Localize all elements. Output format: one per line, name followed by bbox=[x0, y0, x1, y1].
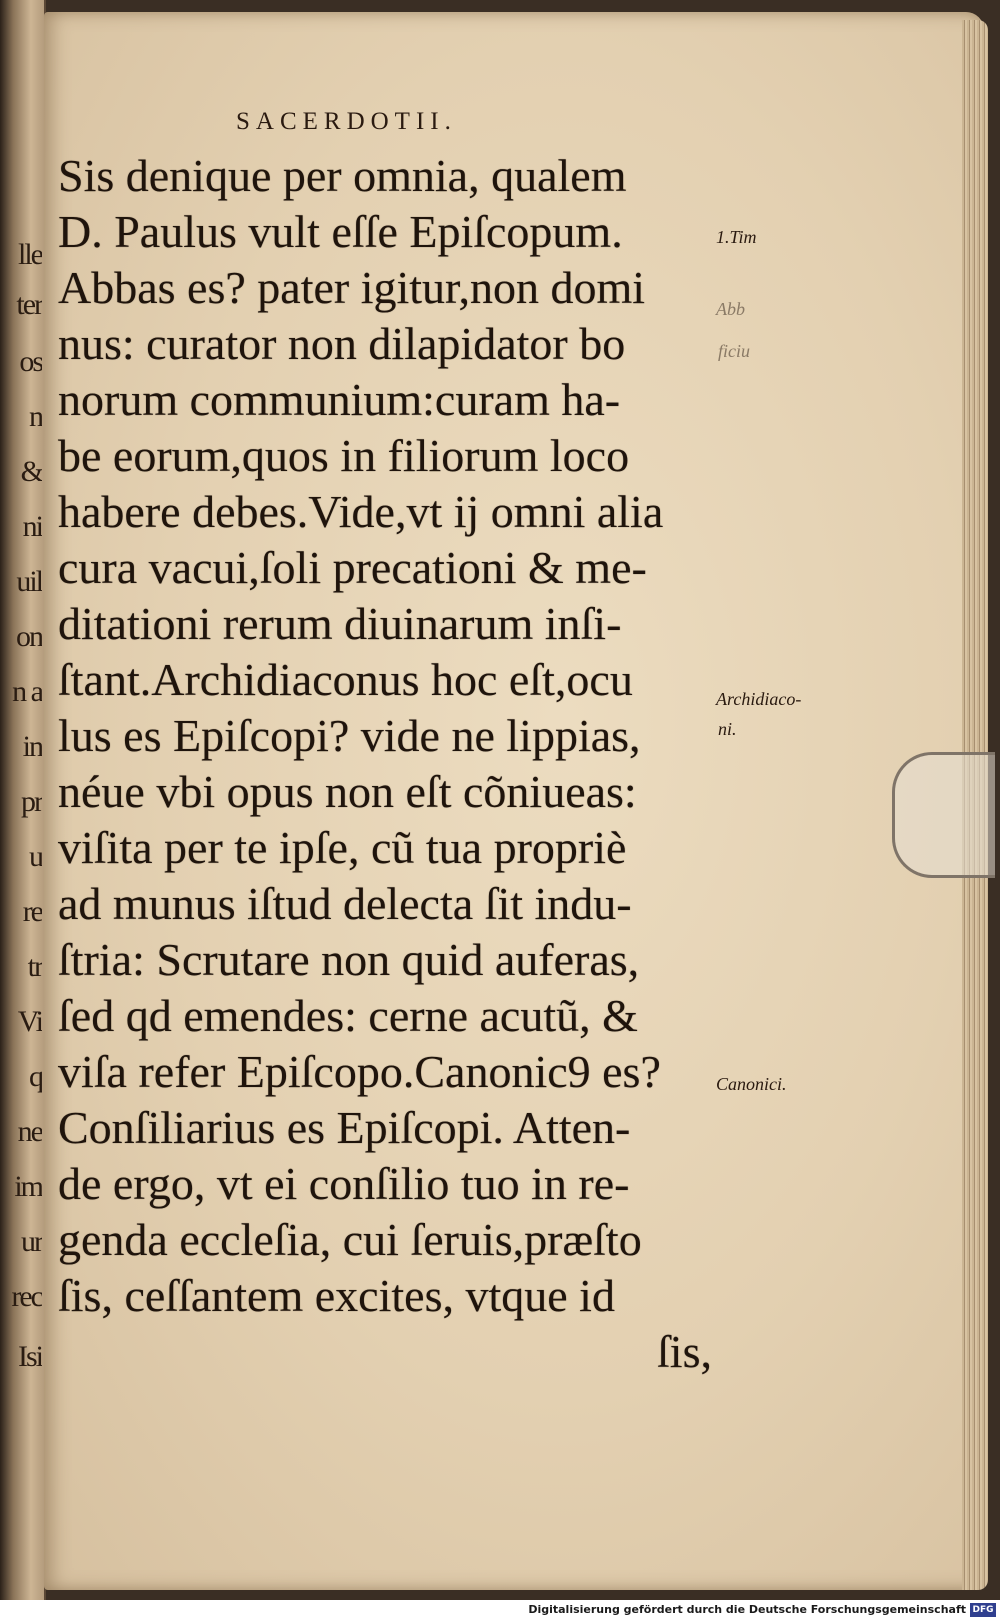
left-page-fragment: u bbox=[29, 840, 42, 873]
text-line: norum communium:curam ha- bbox=[58, 374, 621, 425]
digitization-footer bbox=[0, 1600, 1000, 1621]
running-header: SACERDOTII. bbox=[236, 108, 457, 135]
text-line: ſtria: Scrutare non quid auferas, bbox=[58, 934, 640, 985]
text-line: be eorum,quos in filiorum loco bbox=[58, 430, 630, 481]
text-line: Abbas es? pater igitur,non domi bbox=[58, 262, 646, 313]
left-page-fragment: ter bbox=[16, 288, 42, 321]
text-line: ſtant.Archidiaconus hoc eſt,ocu bbox=[58, 654, 633, 705]
left-page-fragment: im bbox=[14, 1170, 42, 1203]
left-page-fragment: Vi bbox=[17, 1005, 42, 1038]
text-line: lus es Epiſcopi? vide ne lippias, bbox=[58, 710, 641, 761]
text-line: ſis, ceſſantem excites, vtque id bbox=[58, 1270, 615, 1321]
left-page-fragment: Isi bbox=[18, 1340, 42, 1373]
left-page-fragment: q bbox=[29, 1060, 42, 1093]
marginal-note-abbatum: Abb bbox=[716, 299, 745, 319]
text-line: cura vacui,ſoli precationi & me- bbox=[58, 542, 647, 593]
text-line: ad munus iſtud delecta ſit indu- bbox=[58, 878, 632, 929]
text-line: Conſiliarius es Epiſcopi. Atten- bbox=[58, 1102, 631, 1153]
left-page-fragment: n bbox=[29, 400, 42, 433]
text-line: Sis denique per omnia, qualem bbox=[58, 150, 627, 201]
marginal-note-archidiaconi-1: Archidiaco- bbox=[716, 689, 802, 709]
text-line: ditationi rerum diuinarum inſi- bbox=[58, 598, 622, 649]
text-line: ſed qd emendes: cerne acutũ, & bbox=[58, 990, 638, 1041]
left-page-fragment: n a bbox=[12, 675, 42, 708]
main-text-block bbox=[58, 148, 718, 1380]
marginal-note-archidiaconi-2: ni. bbox=[718, 719, 737, 739]
page-clip bbox=[892, 752, 995, 878]
text-line: néue vbi opus non eſt cõniueas: bbox=[58, 766, 637, 817]
left-page-fragment: ur bbox=[21, 1225, 42, 1258]
left-page-fragment: pr bbox=[21, 785, 42, 818]
text-line: viſita per te ipſe, cũ tua propriè bbox=[58, 822, 627, 873]
left-page-fragment: os bbox=[19, 345, 42, 378]
catchword: ſis, bbox=[657, 1326, 712, 1377]
left-page-fragment: on bbox=[16, 620, 42, 653]
left-page-fragment: & bbox=[20, 455, 42, 488]
funding-credit: Digitalisierung gefördert durch die Deutsche Forschungsgemeinschaft bbox=[528, 1603, 966, 1616]
text-line: de ergo, vt ei conſilio tuo in re- bbox=[58, 1158, 630, 1209]
text-line: habere debes.Vide,vt ij omni alia bbox=[58, 486, 664, 537]
dfg-logo: DFG bbox=[970, 1603, 996, 1617]
left-page-fragment: rec bbox=[11, 1280, 42, 1313]
marginal-note-officium: ficiu bbox=[718, 341, 750, 361]
left-page-fragment: ne bbox=[17, 1115, 42, 1148]
left-page-fragment: ni bbox=[22, 510, 42, 543]
marginal-note-canonici: Canonici. bbox=[716, 1074, 787, 1094]
text-line: viſa refer Epiſcopo.Canonic9 es? bbox=[58, 1046, 661, 1097]
left-page-fragment: lle bbox=[18, 238, 42, 271]
text-line: D. Paulus vult eſſe Epiſcopum. bbox=[58, 206, 623, 257]
left-page-fragment: re bbox=[22, 895, 42, 928]
marginal-note-tim: 1.Tim bbox=[716, 227, 757, 247]
text-line: genda eccleſia, cui ſeruis,præſto bbox=[58, 1214, 642, 1265]
left-page-fragment: in bbox=[22, 730, 42, 763]
left-page-fragment: tr bbox=[27, 950, 42, 983]
left-page-fragment: uil bbox=[16, 565, 42, 598]
left-page-edge bbox=[0, 0, 46, 1600]
text-line: nus: curator non dilapidator bo bbox=[58, 318, 626, 369]
